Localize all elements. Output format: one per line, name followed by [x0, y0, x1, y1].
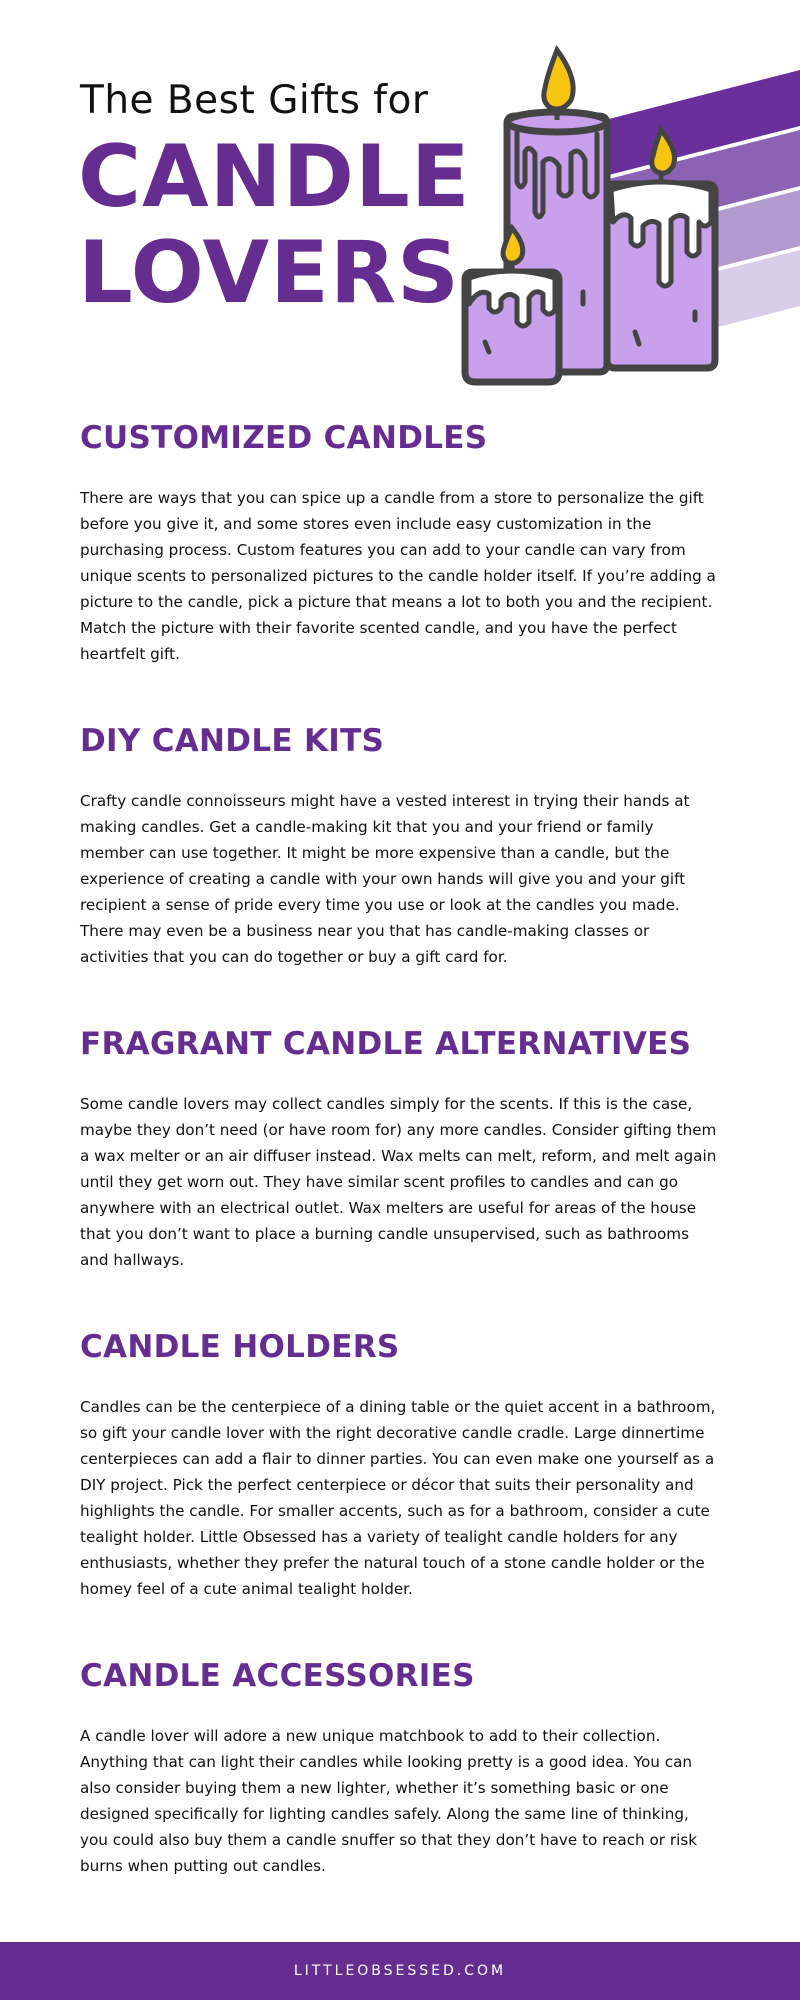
- page-title-line-2: LOVERS: [78, 223, 460, 323]
- section-heading: CANDLE HOLDERS: [80, 1329, 400, 1365]
- page-title-line-1: CANDLE: [78, 127, 471, 227]
- page-subtitle: The Best Gifts for: [80, 78, 429, 123]
- section-heading: CUSTOMIZED CANDLES: [80, 420, 488, 456]
- section-heading: CANDLE ACCESSORIES: [80, 1658, 475, 1694]
- section-customized-candles: [80, 420, 720, 667]
- section-fragrant-candle-alternatives: [80, 1026, 720, 1273]
- section-diy-candle-kits: [80, 723, 720, 970]
- section-body: Crafty candle connoisseurs might have a vested interest in trying their hands at making candles. Get a candle-making kit that you and your friend or family member can use together. It might be more expensive than a candle, but the experience of creating a candle with your own hands will give you and your gift recipient a sense of pride every time you use or look at the candles you made. There may even be a business near you that has candle-making classes or activities that you can do together or buy a gift card for.: [80, 792, 690, 967]
- footer-bar: [0, 1942, 800, 2000]
- header: [0, 0, 800, 400]
- section-body: A candle lover will adore a new unique matchbook to add to their collection. Anything that can light their candles while looking pretty is a good idea. You can also consider buying them a new lighter, whether it’s something basic or one designed specifically for lighting candles safely. Along the same line of thinking, you could also buy them a candle snuffer so that they don’t have to reach or risk burns when putting out candles.: [80, 1727, 698, 1876]
- footer-site-link[interactable]: LITTLEOBSESSED.COM: [293, 1963, 507, 1979]
- candles-illustration-icon: [455, 42, 800, 392]
- section-heading: DIY CANDLE KITS: [80, 723, 385, 759]
- section-body: Candles can be the centerpiece of a dining table or the quiet accent in a bathroom, so gift your candle lover with the right decorative candle cradle. Large dinnertime centerpieces can add a flair to dinner parties. You can even make one yourself as a DIY project. Pick the perfect centerpiece or décor that suits their personality and highlights the candle. For smaller accents, such as for a bathroom, consider a cute tealight holder. Little Obsessed has a variety of tealight candle holders for any enthusiasts, whether they prefer the natural touch of a stone candle holder or the homey feel of a cute animal tealight holder.: [80, 1398, 716, 1599]
- section-candle-accessories: [80, 1658, 720, 1879]
- section-body: There are ways that you can spice up a candle from a store to personalize the gift before you give it, and some stores even include easy customization in the purchasing process. Custom features you can add to your candle can vary from unique scents to personalized pictures to the candle holder itself. If you’re adding a picture to the candle, pick a picture that means a lot to both you and the recipient. Match the picture with their favorite scented candle, and you have the perfect heartfelt gift.: [80, 489, 716, 664]
- section-heading: FRAGRANT CANDLE ALTERNATIVES: [80, 1026, 692, 1062]
- section-body: Some candle lovers may collect candles simply for the scents. If this is the case, maybe they don’t need (or have room for) any more candles. Consider gifting them a wax melter or an air diffuser instead. Wax melts can melt, reform, and melt again until they get worn out. They have similar scent profiles to candles and can go anywhere with an electrical outlet. Wax melters are useful for areas of the house that you don’t want to place a burning candle unsupervised, such as bathrooms and hallways.: [80, 1095, 717, 1270]
- section-candle-holders: [80, 1329, 720, 1602]
